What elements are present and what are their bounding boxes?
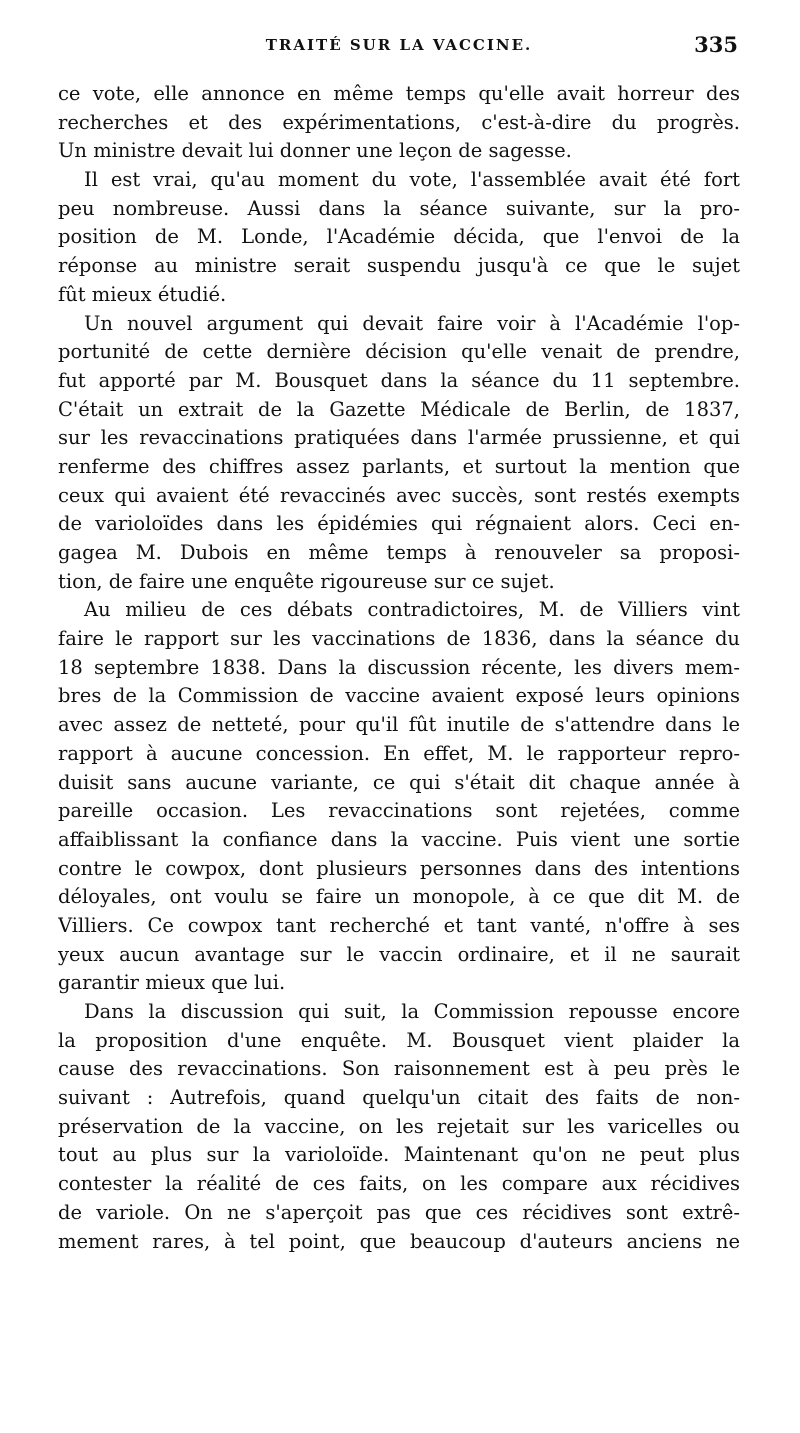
text-line: gagea M. Dubois en même temps à renouveler sa proposi- [58,541,740,564]
text-line: duisit sans aucune variante, ce qui s'était dit chaque année à [58,770,740,794]
text-line: la proposition d'une enquête. M. Bousquet vient plaider la [58,1028,740,1052]
text-line: portunité de cette dernière décision qu'elle venait de prendre, [58,340,740,364]
text-line: déloyales, ont voulu se faire un monopole, à ce que dit M. de [58,885,740,909]
text-line: tion, de faire une enquête rigoureuse sur ce sujet. [58,569,555,593]
text-line: tout au plus sur la varioloïde. Maintenant qu'on ne peut plus [58,1143,740,1167]
text-line: préservation de la vaccine, on les rejetait sur les varicelles ou [58,1114,740,1138]
body-text [58,80,740,1256]
text-line: garantir mieux que lui. [58,971,286,995]
text-line: rapport à aucune concession. En effet, M. le rapporteur repro- [58,741,740,765]
text-line: Un ministre devait lui donner une leçon de sagesse. [58,139,572,163]
text-line: Il est vrai, qu'au moment du vote, l'assemblée avait été fort [84,168,740,192]
text-line: yeux aucun avantage sur le vaccin ordinaire, et il ne saurait [58,942,740,966]
text-line: faire le rapport sur les vaccinations de 1836, dans la séance du [58,627,740,651]
text-line: affaiblissant la confiance dans la vaccine. Puis vient une sortie [58,827,740,851]
text-line: Villiers. Ce cowpox tant recherché et tant vanté, n'offre à ses [58,913,740,937]
text-line: Un nouvel argument qui devait faire voir à l'Académie l'op- [84,311,740,335]
text-line: avec assez de netteté, pour qu'il fût inutile de s'attendre dans le [58,713,740,737]
text-line: position de M. Londe, l'Académie décida, que l'envoi de la [58,225,740,249]
text-line: pareille occasion. Les revaccinations sont rejetées, comme [58,799,740,823]
text-line: suivant : Autrefois, quand quelqu'un citait des faits de non- [58,1086,740,1110]
text-line: ceux qui avaient été revaccinés avec succès, sont restés exempts [58,483,740,507]
book-page [58,22,740,1412]
text-line: réponse au ministre serait suspendu jusqu'à ce que le sujet [58,254,740,278]
running-title: TRAITÉ SUR LA VACCINE. [265,36,533,54]
text-line: ce vote, elle annonce en même temps qu'elle avait horreur des [58,82,740,105]
page-number: 335 [694,32,738,57]
text-line: C'était un extrait de la Gazette Médicale de Berlin, de 1837, [58,397,740,421]
text-line: cause des revaccinations. Son raisonnement est à peu près le [58,1057,740,1081]
text-line: de varioloïdes dans les épidémies qui régnaient alors. Ceci en- [58,512,740,536]
text-line: contester la réalité de ces faits, on les compare aux récidives [58,1172,740,1196]
text-line: 18 septembre 1838. Dans la discussion récente, les divers mem- [58,655,740,679]
text-line: fut apporté par M. Bousquet dans la séance du 11 septembre. [58,368,740,392]
text-line: renferme des chiffres assez parlants, et surtout la mention que [58,454,740,478]
text-line: contre le cowpox, dont plusieurs personnes dans des intentions [58,856,740,880]
text-line: recherches et des expérimentations, c'est-à-dire du progrès. [58,110,740,134]
running-head [58,22,740,60]
text-line: fût mieux étudié. [58,282,227,306]
text-line: de variole. On ne s'aperçoit pas que ces récidives sont extrê- [58,1200,740,1224]
text-line: Au milieu de ces débats contradictoires, M. de Villiers vint [84,598,740,622]
text-line: peu nombreuse. Aussi dans la séance suivante, sur la pro- [58,196,740,220]
text-line: Dans la discussion qui suit, la Commission repousse encore [84,1000,740,1023]
text-line: bres de la Commission de vaccine avaient exposé leurs opinions [58,684,740,708]
text-line: sur les revaccinations pratiquées dans l'armée prussienne, et qui [58,426,740,450]
text-line: mement rares, à tel point, que beaucoup d'auteurs anciens ne [58,1229,740,1253]
